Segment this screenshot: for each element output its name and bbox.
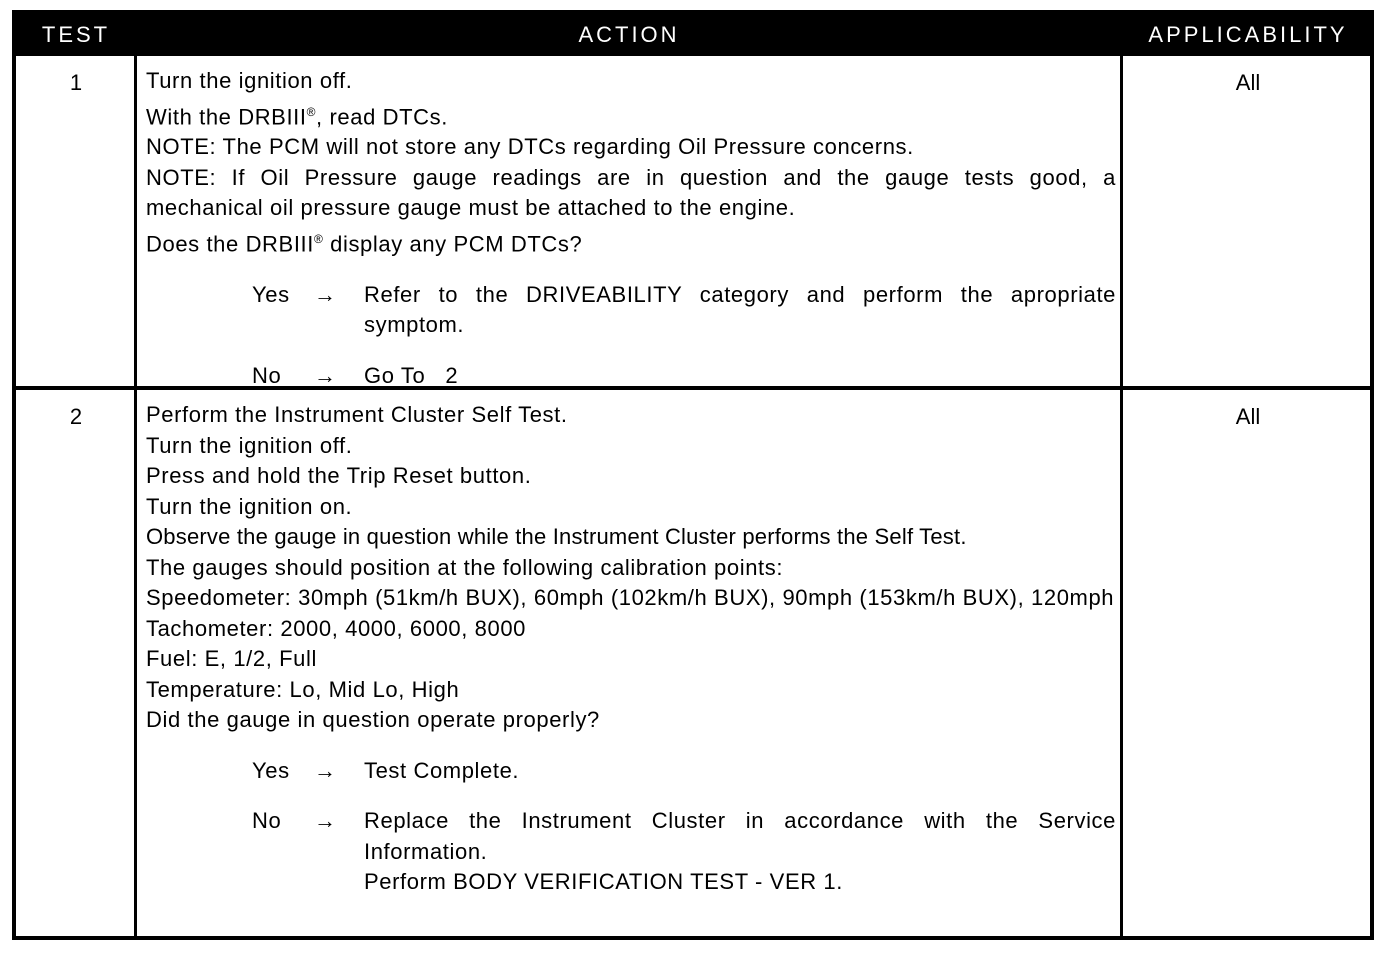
- yes-branch: [146, 756, 1116, 787]
- table-row: [16, 390, 1370, 940]
- action-line: Perform the Instrument Cluster Self Test.: [146, 402, 568, 427]
- action-line: Turn the ignition off.: [146, 432, 353, 458]
- arrow-right-icon: →: [314, 808, 337, 833]
- no-result-followup: Perform BODY VERIFICATION TEST - VER 1.: [364, 869, 843, 894]
- no-result: Replace the Instrument Cluster in accordance with the Service Information.: [364, 808, 1116, 864]
- no-label: No: [252, 808, 282, 833]
- test-number: 1: [69, 70, 83, 95]
- action-line: Turn the ignition on.: [146, 493, 353, 519]
- action-line: Press and hold the Trip Reset button.: [146, 463, 532, 488]
- table-row: [16, 56, 1370, 386]
- table-header: [16, 14, 1370, 56]
- action-line: Observe the gauge in question while the Instrument Cluster performs the Self Test.: [146, 524, 967, 549]
- action-paragraph: Speedometer: 30mph (51km/h BUX), 60mph (102km/h BUX), 90mph (153km/h BUX), 120mph: [146, 585, 1115, 610]
- action-line: Tachometer: 2000, 4000, 6000, 8000: [146, 615, 527, 641]
- header-action: ACTION: [578, 22, 680, 47]
- action-line: [146, 224, 1116, 260]
- no-label: No: [252, 362, 282, 388]
- action-cell: [146, 66, 1116, 391]
- yes-result: Refer to the DRIVEABILITY category and perform the apropriate symptom.: [364, 281, 1116, 338]
- no-branch: [146, 806, 1116, 898]
- action-text: display any PCM DTCs?: [323, 231, 583, 257]
- action-line: The gauges should position at the following calibration points:: [146, 554, 784, 580]
- yes-label: Yes: [252, 281, 290, 307]
- action-line: Temperature: Lo, Mid Lo, High: [146, 676, 460, 702]
- action-text: Does the DRBIII: [146, 231, 314, 257]
- action-line: [146, 97, 1116, 133]
- arrow-right-icon: →: [314, 362, 337, 388]
- action-text: , read DTCs.: [316, 103, 448, 129]
- registered-mark: ®: [313, 231, 324, 246]
- no-branch: [146, 361, 1116, 392]
- applicability-value: All: [1235, 404, 1261, 429]
- arrow-right-icon: →: [314, 281, 337, 307]
- yes-result: Test Complete.: [364, 757, 520, 783]
- test-number: 2: [69, 404, 83, 429]
- action-text: With the DRBIII: [146, 103, 307, 129]
- action-line: NOTE: The PCM will not store any DTCs regarding Oil Pressure concerns.: [146, 134, 914, 160]
- applicability-value: All: [1235, 70, 1261, 95]
- arrow-right-icon: →: [314, 757, 337, 783]
- registered-mark: ®: [306, 104, 317, 119]
- action-line: Turn the ignition off.: [146, 68, 353, 93]
- header-test: TEST: [41, 22, 111, 47]
- action-paragraph: NOTE: If Oil Pressure gauge readings are in question and the gauge tests good, a mechanical oil pressure gauge must be attached to the engine.: [146, 164, 1116, 221]
- diagnostic-table: [12, 10, 1374, 940]
- yes-label: Yes: [252, 757, 290, 783]
- action-cell: [146, 400, 1116, 898]
- action-line: Did the gauge in question operate properly?: [146, 707, 600, 732]
- yes-branch: [146, 280, 1116, 341]
- header-applicability: APPLICABILITY: [1148, 22, 1348, 47]
- action-line: Fuel: E, 1/2, Full: [146, 646, 317, 671]
- no-result: Go To 2: [364, 362, 459, 388]
